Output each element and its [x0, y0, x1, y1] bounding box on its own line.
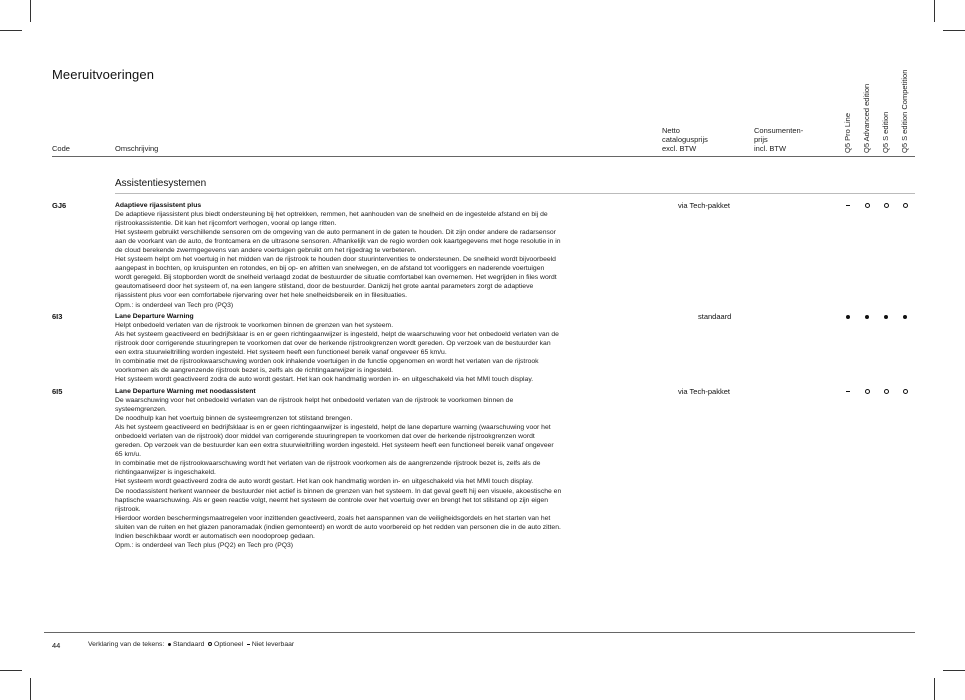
- availability-unavailable: [841, 386, 855, 396]
- option-description: Lane Departure Warning Helpt onbedoeld verlaten van de rijstrook te voorkomen binnen de grenzen van het systeem. Als het systeem geactiveerd en bedrijfsklaar is en er geen richtingaanwijzer is ingesteld, helpt de waarschuwing voor het onbedoeld verlaten van de rijstrook door corrigerende stuuringrepen te voorkomen dat over de herkende rijstrookgrenzen wordt gereden. Op verzoek van de bestuurder kan een extra stuurwieltrilling worden ingesteld. Het systeem heeft een functioneel bereik vanaf ongeveer 65 km/u. In combinatie met de rijstrookwaarschuwing worden ook inhalende voertuigen in de functie opgenomen en wordt het verlaten van de rijstrook voorkomen als de aangrenzende rijstrook bezet is, zelfs als de richtingaanwijzer is ingesteld. Het systeem wordt geactiveerd zodra de auto wordt gestart. Het kan ook handmatig worden in- en uitgeschakeld via het MMI touch display.: [115, 313, 559, 384]
- availability-optional: [898, 386, 912, 396]
- availability-standard: [898, 311, 912, 321]
- availability-standard: [879, 311, 893, 321]
- option-code: GJ6: [52, 201, 67, 210]
- availability-standard: [860, 311, 874, 321]
- crop-mark: [943, 670, 965, 671]
- option-code: 6I5: [52, 387, 63, 396]
- footer-divider: [44, 632, 915, 633]
- crop-mark: [30, 0, 31, 22]
- price-note: via Tech-pakket: [678, 387, 730, 396]
- standard-dot-icon: [168, 643, 171, 646]
- column-header-model: Q5 S edition Competition: [900, 69, 909, 153]
- option-code: 6I3: [52, 312, 63, 321]
- column-header-model: Q5 S edition: [881, 111, 890, 153]
- column-header-model: Q5 Pro Line: [843, 112, 852, 153]
- price-note: standaard: [698, 312, 732, 321]
- optional-ring-icon: [208, 642, 212, 646]
- column-header-model: Q5 Advanced edition: [862, 83, 871, 153]
- availability-standard: [841, 311, 855, 321]
- crop-mark: [30, 678, 31, 700]
- availability-optional: [898, 200, 912, 210]
- column-header-code: Code: [52, 144, 70, 153]
- section-title: Assistentiesystemen: [115, 178, 207, 189]
- availability-unavailable: [841, 200, 855, 210]
- crop-mark: [0, 30, 22, 31]
- crop-mark: [943, 30, 965, 31]
- availability-optional: [879, 386, 893, 396]
- legend: Verklaring van de tekens: Standaard Optioneel Niet leverbaar: [88, 641, 295, 648]
- unavailable-dash-icon: [247, 644, 250, 645]
- column-header-description: Omschrijving: [115, 144, 159, 153]
- section-divider: [115, 193, 915, 194]
- crop-mark: [934, 0, 935, 22]
- option-description: Adaptieve rijassistent plus De adaptieve rijassistent plus biedt ondersteuning bij het optrekken, remmen, het aanhouden van de snelheid en de ingestelde afstand en bij de rijstrookassistentie. Dit kan het rijcomfort verhogen, vooral op lange ritten. Het systeem gebruikt verschillende sensoren om de omgeving van de auto permanent in de gaten te houden. Dit zijn onder andere de radarsensor aan de voorkant van de auto, de frontcamera en de ultrasone sensoren. Afhankelijk van de regio worden ook kaartgegevens met hoge resolutie in in de cloud berekende zwermgegevens van andere voertuigen gebruikt om het rijgedrag te verbeteren. Het systeem helpt om het voertuig in het midden van de rijstrook te houden door stuurinterventies te ondersteunen. De snelheid wordt bijvoorbeeld aangepast in bochten, op kruispunten en rotondes, en bij op- en afritten van snelwegen, en de afstand tot voorliggers en naderende voertuigen wordt geregeld. Bij stopborden wordt de snelheid verlaagd zodat de bestuurder de situatie comfortabel kan overnemen. Het wegrijden in files wordt geautomatiseerd door het systeem of, na een langere stilstand, door de bestuurder. Dankzij het grote aantal parameters zorgt de adaptieve rijassistent plus voor een comfortabele rijervaring over het hele snelheidsbereik en in filesituaties. Opm.: is onderdeel van Tech pro (PQ3): [115, 202, 561, 309]
- availability-optional: [860, 386, 874, 396]
- column-header-net-price: Netto catalogusprijs excl. BTW: [662, 126, 708, 153]
- crop-mark: [0, 670, 22, 671]
- crop-mark: [934, 678, 935, 700]
- column-header-consumer-price: Consumenten- prijs incl. BTW: [754, 126, 804, 153]
- option-description: Lane Departure Warning met noodassistent De waarschuwing voor het onbedoeld verlaten van de rijstrook helpt het onbedoeld verlaten van de rijstrook te voorkomen binnen de systeemgrenzen. De noodhulp kan het voertuig binnen de systeemgrenzen tot stilstand brengen. Als het systeem geactiveerd en bedrijfsklaar is en er geen richtingaanwijzer is ingesteld, helpt de lane departure warning (waarschuwing voor het onbedoeld verlaten van de rijstrook) door middel van corrigerende stuuringrepen te voorkomen dat over de herkende rijstrookgrenzen wordt gereden. Op verzoek van de bestuurder kan een extra stuurwieltrilling worden ingesteld. Het systeem heeft een functioneel bereik vanaf ongeveer 65 km/u. In combinatie met de rijstrookwaarschuwing wordt het verlaten van de rijstrook voorkomen als de aangrenzende rijstrook bezet is, zelfs als de richtingaanwijzer is ingeschakeld. Het systeem wordt geactiveerd zodra de auto wordt gestart. Het kan ook handmatig worden in- en uitgeschakeld via het MMI touch display. De noodassistent herkent wanneer de bestuurder niet actief is binnen de grenzen van het systeem. In dat geval geeft hij een visuele, akoestische en haptische waarschuwing. Als er geen reactie volgt, neemt het systeem de controle over het voertuig over en brengt het tot stilstand op zijn eigen rijstrook. Hierdoor worden beschermingsmaatregelen voor inzittenden geactiveerd, zoals het aanspannen van de veiligheidsgordels en het starten van het sluiten van de ruiten en het glazen panoramadak (indien gemonteerd) en wordt de auto voorbereid op het redden van personen die in de auto zitten. Indien beschikbaar wordt er automatisch een noodoproep gedaan. Opm.: is onderdeel van Tech plus (PQ2) en Tech pro (PQ3): [115, 388, 562, 549]
- header-divider: [52, 156, 915, 157]
- page-title: Meeruitvoeringen: [52, 67, 155, 82]
- availability-optional: [860, 200, 874, 210]
- price-note: via Tech-pakket: [678, 201, 730, 210]
- availability-optional: [879, 200, 893, 210]
- page-number: 44: [52, 641, 61, 650]
